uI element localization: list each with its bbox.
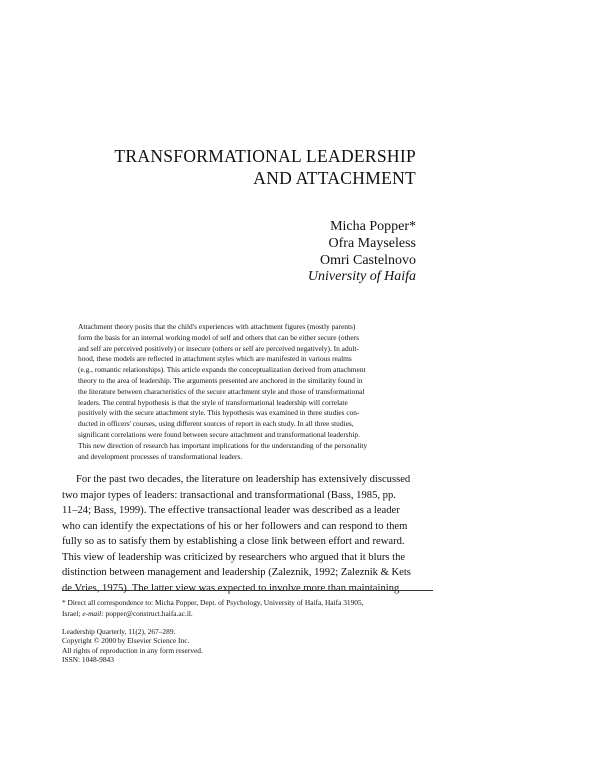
footnote-prefix: Israel; <box>62 608 83 618</box>
body-line: distinction between management and leadership (Zaleznik, 1992; Zaleznik & Kets <box>62 567 411 578</box>
abstract-line: This new direction of research has important implications for the understanding of the personality <box>78 440 368 450</box>
author-affiliation: University of Haifa <box>307 269 416 285</box>
title-line-1: TRANSFORMATIONAL LEADERSHIP <box>114 146 416 166</box>
body-line: de Vries, 1975). The latter view was expected to involve more than maintaining <box>62 582 400 594</box>
bibliographic-info <box>62 627 203 665</box>
abstract-line: form the basis for an internal working model of self and others that can be either secure (others <box>78 332 359 342</box>
abstract-line: and self are perceived positively) or insecure (others or self are perceived negatively). In adult- <box>78 343 359 353</box>
body-line: who can identify the expectations of his or her followers and can respond to them <box>62 520 408 532</box>
body-line: two major types of leaders: transactional and transformational (Bass, 1985, pp. <box>62 489 396 501</box>
body-line: For the past two decades, the literature on leadership has extensively discussed <box>76 474 411 485</box>
copyright-line: Copyright © 2000 by Elsevier Science Inc. <box>62 636 190 646</box>
footnote-divider <box>62 590 433 591</box>
body-line: This view of leadership was criticized by researchers who argued that it blurs the <box>62 551 406 563</box>
issn-line: ISSN: 1048-9843 <box>62 655 114 665</box>
abstract-line: significant correlations were found between secure attachment and transformational leadership. <box>78 429 360 439</box>
footnote-line <box>62 609 434 620</box>
abstract-line: (e.g., romantic relationships). This article expands the conceptualization derived from attachment <box>78 365 366 375</box>
abstract-line: the literature between characteristics of the secure attachment style and those of transformational <box>78 386 365 396</box>
footnote-line: * Direct all correspondence to: Micha Popper, Dept. of Psychology, University of Haifa, Haifa 31905, <box>62 598 364 607</box>
body-line: 11–24; Bass, 1999). The effective transactional leader was described as a leader <box>62 505 400 516</box>
body-line: fully so as to satisfy them by establishing a close link between effort and reward. <box>62 536 405 547</box>
abstract-line: hood, these models are reflected in attachment styles which are manifested in various realms <box>78 354 352 364</box>
article-title <box>114 145 416 189</box>
abstract-line: ducted in officers' courses, using different sources of report in each study. In all three studies, <box>78 419 354 429</box>
body-text <box>62 472 432 596</box>
email-label: e-mail: <box>82 608 104 618</box>
author-block <box>308 219 416 286</box>
footnote <box>62 598 434 619</box>
abstract-line: positively with the secure attachment style. This hypothesis was examined in three studies con- <box>78 408 360 418</box>
abstract-line: leaders. The central hypothesis is that the style of transformational leadership will correlate <box>78 397 348 407</box>
author-name: Omri Castelnovo <box>319 252 416 268</box>
rights-line: All rights of reproduction in any form reserved. <box>62 645 203 655</box>
abstract-line: and development processes of transformational leaders. <box>78 451 243 461</box>
author-name: Micha Popper* <box>330 219 416 234</box>
abstract-line: Attachment theory posits that the child's experiences with attachment figures (mostly parents) <box>78 322 356 331</box>
email-address: popper@construct.haifa.ac.il. <box>103 608 193 618</box>
journal-citation: Leadership Quarterly, 11(2), 267–289. <box>62 627 176 636</box>
author-name: Ofra Mayseless <box>328 235 416 251</box>
abstract <box>78 322 433 462</box>
title-line-2: AND ATTACHMENT <box>253 168 416 188</box>
abstract-line: theory to the area of leadership. The arguments presented are anchored in the similarity found in <box>78 375 363 385</box>
